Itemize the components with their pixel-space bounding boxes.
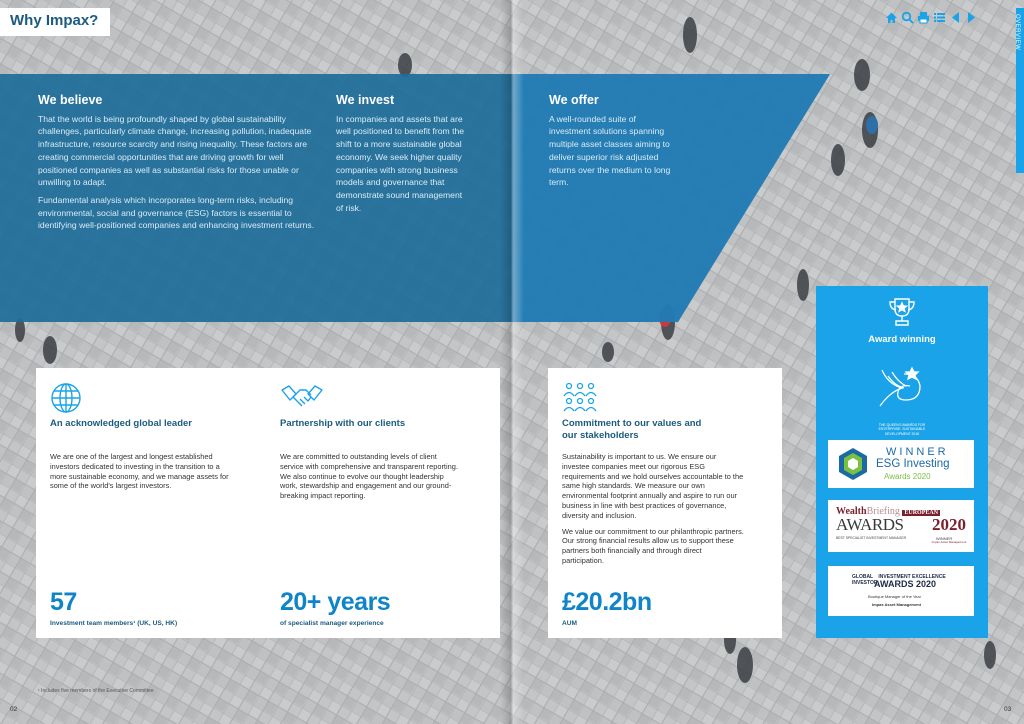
esg-year: Awards 2020 <box>884 472 931 481</box>
stat-value: £20.2bn <box>562 588 652 616</box>
global-name: Impax Asset Management <box>872 602 921 607</box>
wealth-winner-sub: Impax Asset Management <box>931 540 967 544</box>
overview-tab-label: OVERVIEW <box>1014 14 1020 51</box>
wealthbriefing-award <box>828 500 974 552</box>
globe-icon <box>50 382 82 419</box>
column-heading: We believe <box>38 93 103 107</box>
title-box <box>0 8 110 36</box>
esg-winner: WINNER <box>886 446 949 458</box>
global-line: Boutique Manager of the Year <box>868 594 921 599</box>
wealth-awards: AWARDS <box>836 515 904 534</box>
wealth-sub: BEST SPECIALIST INVESTMENT MANAGER <box>836 536 907 540</box>
nav-toolbar <box>885 11 978 24</box>
card-values <box>548 368 782 638</box>
print-icon[interactable] <box>917 11 930 24</box>
people-icon <box>562 382 598 419</box>
awards-panel <box>816 286 988 638</box>
card-body <box>280 452 462 507</box>
esg-investing-award <box>828 440 974 488</box>
page-gutter <box>500 0 524 724</box>
card-heading: Partnership with our clients <box>280 418 406 429</box>
card-partnership <box>266 368 500 638</box>
stat-label: AUM <box>562 620 578 627</box>
search-icon[interactable] <box>901 11 914 24</box>
queens-award-emblem <box>868 366 936 434</box>
contents-icon[interactable] <box>933 11 946 24</box>
column-we-invest <box>336 94 466 219</box>
stat-label: Investment team members¹ (UK, US, HK) <box>50 620 178 627</box>
overview-tab[interactable] <box>1016 8 1024 173</box>
handshake-icon <box>280 382 324 419</box>
wealth-tag: EUROPEAN <box>904 510 939 516</box>
page-number-right: 03 <box>1004 706 1012 713</box>
next-icon[interactable] <box>965 11 978 24</box>
column-paragraph: That the world is being profoundly shaped by global sustainability challenges, particularly climate change, increasing pollution, inadequate infrastructure, resource scarcity and rising inequality. These factors are creating commercial opportunities that are driving growth for well positioned companies as well as substantial risks for those unable or unwilling to adapt. <box>38 113 312 188</box>
card-global-leader <box>36 368 270 638</box>
column-we-offer <box>549 94 677 194</box>
wealth-year: 2020 <box>932 515 966 534</box>
trophy-icon <box>886 296 918 333</box>
page-number-left: 02 <box>10 706 18 713</box>
card-heading: An acknowledged global leader <box>50 418 193 429</box>
column-paragraph: Fundamental analysis which incorporates long-term risks, including environmental, social and governance (ESG) factors is essential to identifying well-positioned companies and enhancing investment returns. <box>38 194 315 231</box>
stat-label: of specialist manager experience <box>280 620 384 627</box>
page-title: Why Impax? <box>10 12 99 29</box>
queens-award-caption: THE QUEEN'S AWARDS FOR ENTERPRISE: SUSTAINABLE DEVELOPMENT 2018 <box>878 423 926 436</box>
stat-value: 57 <box>50 588 77 616</box>
card-heading: Commitment to our values and our stakeholders <box>562 418 702 441</box>
column-we-believe <box>38 94 320 237</box>
global-top-a: GLOBAL <box>852 574 874 580</box>
global-top-b: INVESTMENT EXCELLENCE <box>878 574 946 580</box>
esg-title: ESG Investing <box>876 458 950 470</box>
column-paragraph: A well-rounded suite of investment solutions spanning multiple asset classes aiming to deliver superior risk adjusted returns over the medium to long term. <box>549 113 671 188</box>
prev-icon[interactable] <box>949 11 962 24</box>
wealth-brand-a: Wealth <box>836 506 867 517</box>
card-paragraph: Sustainability is important to us. We ensure our investee companies meet our rigorous ESG requirements and we hold ourselves accountable to the same high standards. We measure our own environmental footprint annually and aspire to run our business in line with best practices of governance, diversity and inclusion. <box>562 452 744 520</box>
esg-logo-icon <box>836 447 870 481</box>
footnote: ¹ Includes five members of the Executive Committee <box>38 688 154 694</box>
awards-label: Award winning <box>868 334 936 345</box>
home-icon[interactable] <box>885 11 898 24</box>
column-heading: We invest <box>336 93 395 107</box>
card-paragraph: We value our commitment to our philanthropic partners. Our strong financial results allow us to support these partners both financially and through direct participation. <box>562 526 744 565</box>
card-body <box>562 452 744 572</box>
wealth-brand-b: Briefing <box>866 506 900 517</box>
wealth-winner: WINNER <box>936 536 953 541</box>
global-investor-award <box>828 566 974 616</box>
column-paragraph: In companies and assets that are well positioned to benefit from the shift to a more sustainable global economy. We seek higher quality companies with strong business models and governance that demonstrate sound management of risk. <box>336 113 465 213</box>
card-body <box>50 452 232 497</box>
card-paragraph: We are committed to outstanding levels of client service with comprehensive and transparent reporting. We also continue to evolve our thought leadership work, stewardship and engagement and our ground-breaking impact reporting. <box>280 452 458 501</box>
stat-value: 20+ years <box>280 588 391 616</box>
global-top-c: INVESTOR <box>852 580 878 586</box>
global-title: AWARDS 2020 <box>874 579 937 589</box>
column-heading: We offer <box>549 93 599 107</box>
card-paragraph: We are one of the largest and longest established investors dedicated to investing in the transition to a more sustainable economy, and we manage assets for some of the world's largest investors. <box>50 452 229 491</box>
